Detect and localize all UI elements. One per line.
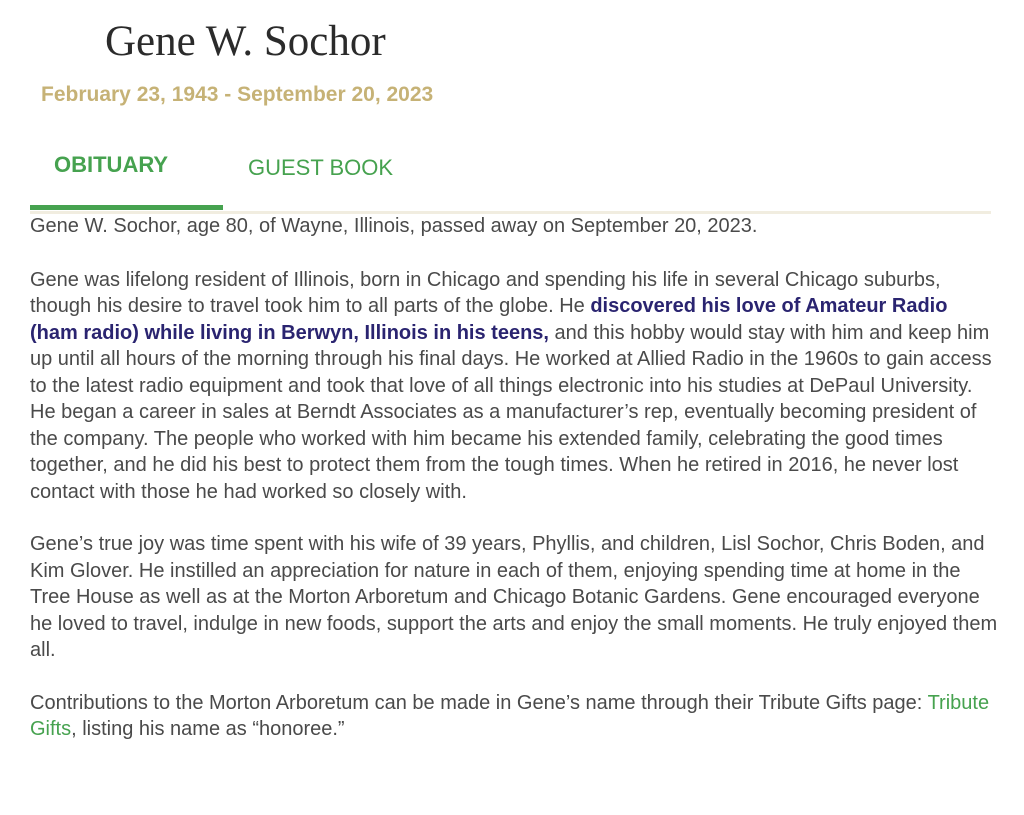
obituary-paragraph-1: Gene W. Sochor, age 80, of Wayne, Illinois, passed away on September 20, 2023. <box>30 215 758 237</box>
tab-obituary[interactable]: OBITUARY <box>54 152 169 177</box>
paragraph-2-rest: and this hobby would stay with him and keep him up until all hours of the morning through his final days. He worked at Allied Radio in the 1960s to gain access to the latest radio equipment and took that love of all things electronic into his studies at DePaul University. He began a career in sales at Berndt Associates as a manufacturer’s rep, eventually becoming president of the company. The people who worked with him became his extended family, celebrating the good times together, and he did his best to protect them from the tough times. When he retired in 2016, he never lost contact with those he had worked so closely with. <box>30 321 992 503</box>
obituary-paragraph-2 <box>30 267 1000 506</box>
active-tab-indicator <box>30 205 223 210</box>
obituary-paragraph-4 <box>30 690 1000 743</box>
obituary-paragraph-3: Gene’s true joy was time spent with his wife of 39 years, Phyllis, and children, Lisl Sochor, Chris Boden, and Kim Glover. He instilled an appreciation for nature in each of them, enjoying spending time at home in the Tree House as well as at the Morton Arboretum and Chicago Botanic Gardens. Gene encouraged everyone he loved to travel, indulge in new foods, support the arts and enjoy the small moments. He truly enjoyed them all. <box>30 533 998 661</box>
life-dates: February 23, 1943 - September 20, 2023 <box>41 83 434 106</box>
tab-guest-book[interactable]: GUEST BOOK <box>248 155 394 180</box>
deceased-name: Gene W. Sochor <box>105 18 386 65</box>
paragraph-2-intro: Gene was lifelong resident of Illinois, born in Chicago and spending his life in several Chicago suburbs, though his desire to travel took him to all parts of the globe. He <box>30 268 941 317</box>
tab-bar <box>30 140 991 215</box>
ham-radio-highlight: discovered his love of Amateur Radio (ham radio) while living in Berwyn, Illinois in his teens, <box>30 295 948 344</box>
contributions-text: Contributions to the Morton Arboretum can be made in Gene’s name through their Tribute Gifts page: <box>30 691 928 714</box>
tribute-gifts-link[interactable]: Tribute Gifts <box>30 691 990 740</box>
obituary-content <box>30 213 1000 769</box>
contributions-text-end: , listing his name as “honoree.” <box>71 718 345 740</box>
